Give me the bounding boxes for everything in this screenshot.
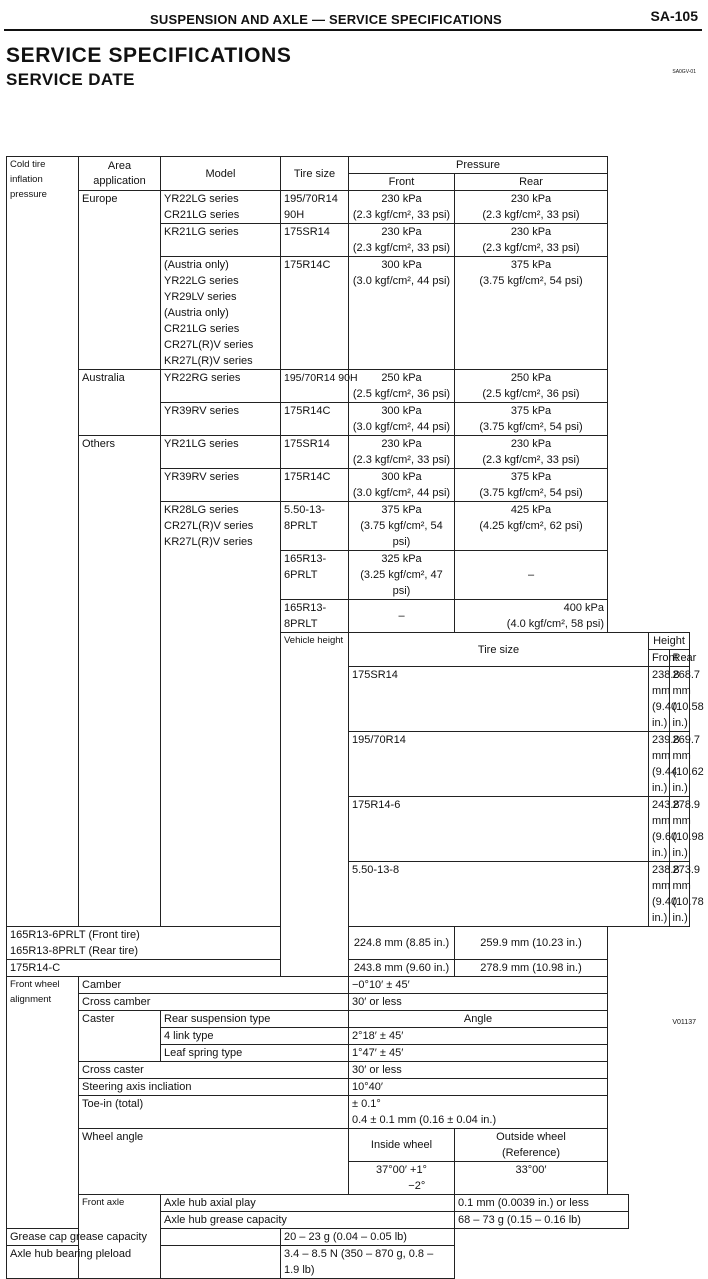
page-number: SA-105 xyxy=(650,8,698,24)
table-row: 273.9 mm (10.78 in.) xyxy=(669,862,690,927)
table-row: 375 kPa (3.75 kgf/cm², 54 psi) xyxy=(455,469,608,502)
cross-caster-label: Cross caster xyxy=(79,1062,349,1079)
table-row: 175R14C xyxy=(281,257,349,370)
tire-size-header: Tire size xyxy=(281,157,349,191)
table-row: 165R13-8PRLT xyxy=(281,600,349,633)
table-row: Axle hub axial play xyxy=(161,1195,455,1212)
table-row: 224.8 mm (8.85 in.) xyxy=(349,927,455,960)
cross-camber-value: 30′ or less xyxy=(349,994,608,1011)
table-row: 375 kPa (3.75 kgf/cm², 54 psi) xyxy=(349,502,455,551)
table-row: 300 kPa (3.0 kgf/cm², 44 psi) xyxy=(349,257,455,370)
spec-table xyxy=(6,156,704,1279)
area-others: Others xyxy=(79,436,161,927)
link4-label: 4 link type xyxy=(161,1028,349,1045)
table-row: Axle hub grease capacity xyxy=(161,1212,455,1229)
cross-caster-value: 30′ or less xyxy=(349,1062,608,1079)
alignment-label: Front wheel alignment xyxy=(7,977,79,1229)
outside-wheel-header: Outside wheel (Reference) xyxy=(455,1129,608,1162)
area-header: Area application xyxy=(79,157,161,191)
wheel-angle-label: Wheel angle xyxy=(79,1129,349,1195)
cross-camber-label: Cross camber xyxy=(79,994,349,1011)
area-australia: Australia xyxy=(79,370,161,436)
table-row: 400 kPa (4.0 kgf/cm², 58 psi) xyxy=(455,600,608,633)
leaf-label: Leaf spring type xyxy=(161,1045,349,1062)
front-header: Front xyxy=(349,174,455,191)
table-row: 175R14-6 xyxy=(349,797,649,862)
table-row: 250 kPa (2.5 kgf/cm², 36 psi) xyxy=(455,370,608,403)
table-row: YR22LG series CR21LG series xyxy=(161,191,281,224)
table-row: 300 kPa (3.0 kgf/cm², 44 psi) xyxy=(349,403,455,436)
header-title: SUSPENSION AND AXLE — SERVICE SPECIFICATIONS xyxy=(150,12,502,27)
inside-wheel-header: Inside wheel xyxy=(349,1129,455,1162)
leaf-value: 1°47′ ± 45′ xyxy=(349,1045,608,1062)
table-row: 230 kPa (2.3 kgf/cm², 33 psi) xyxy=(455,436,608,469)
height-front-header: Front xyxy=(649,650,670,667)
outside-wheel-value: 33°00′ xyxy=(455,1162,608,1195)
table-row: 175R14-C xyxy=(7,960,281,977)
table-row: Axle hub bearing pleload xyxy=(7,1246,281,1279)
page-header xyxy=(0,0,708,36)
steering-axis-value: 10°40′ xyxy=(349,1079,608,1096)
table-row: Grease cap grease capacity xyxy=(7,1229,281,1246)
height-header: Height xyxy=(649,633,690,650)
rear-header: Rear xyxy=(455,174,608,191)
inside-wheel-value: 37°00′ +1° −2° xyxy=(349,1162,455,1195)
table-row: – xyxy=(455,551,608,600)
table-row: 268.7 mm (10.58 in.) xyxy=(669,667,690,732)
link4-value: 2°18′ ± 45′ xyxy=(349,1028,608,1045)
tire-pressure-label: Cold tire inflation pressure xyxy=(7,157,79,927)
table-row: 175SR14 xyxy=(281,436,349,469)
table-row: 243.8 mm (9.60 in.) xyxy=(649,797,670,862)
table-row: 0.1 mm (0.0039 in.) or less xyxy=(455,1195,629,1212)
table-row: 175R14C xyxy=(281,469,349,502)
table-row: YR39RV series xyxy=(161,403,281,436)
steering-axis-label: Steering axis incliation xyxy=(79,1079,349,1096)
header-rule xyxy=(4,29,702,31)
camber-label: Camber xyxy=(79,977,349,994)
table-row: 3.4 – 8.5 N (350 – 870 g, 0.8 – 1.9 lb) xyxy=(281,1246,455,1279)
table-row: 195/70R14 90H xyxy=(281,370,349,403)
table-row: 195/70R14 90H xyxy=(281,191,349,224)
table-row: 195/70R14 xyxy=(349,732,649,797)
table-row: KR28LG series CR27L(R)V series KR27L(R)V series xyxy=(161,502,281,927)
area-europe: Europe xyxy=(79,191,161,370)
table-row: 278.9 mm (10.98 in.) xyxy=(669,797,690,862)
angle-header: Angle xyxy=(349,1011,608,1028)
table-row: 165R13-6PRLT (Front tire) 165R13-8PRLT (Rear tire) xyxy=(7,927,281,960)
table-row: YR21LG series xyxy=(161,436,281,469)
table-row: 175SR14 xyxy=(281,224,349,257)
table-row: 5.50-13-8PRLT xyxy=(281,502,349,551)
table-row: YR22RG series xyxy=(161,370,281,403)
table-row: (Austria only) YR22LG series YR29LV series (Austria only) CR21LG series CR27L(R)V series KR27L(R)V series xyxy=(161,257,281,370)
page-subtitle: SERVICE DATE xyxy=(6,70,135,89)
table-row: YR39RV series xyxy=(161,469,281,502)
table-row: 175SR14 xyxy=(349,667,649,732)
table-row: 230 kPa (2.3 kgf/cm², 33 psi) xyxy=(349,224,455,257)
table-row: 238.8 mm (9.40 in.) xyxy=(649,862,670,927)
table-row: – xyxy=(349,600,455,633)
table-row: 278.9 mm (10.98 in.) xyxy=(455,960,608,977)
table-row: 230 kPa (2.3 kgf/cm², 33 psi) xyxy=(349,191,455,224)
front-axle-label: Front axle xyxy=(79,1195,161,1279)
height-rear-header: Rear xyxy=(669,650,690,667)
table-row: 375 kPa (3.75 kgf/cm², 54 psi) xyxy=(455,403,608,436)
height-tire-size-header: Tire size xyxy=(349,633,649,667)
camber-value: −0°10′ ± 45′ xyxy=(349,977,608,994)
table-row: 68 – 73 g (0.15 – 0.16 lb) xyxy=(455,1212,629,1229)
table-row: 250 kPa (2.5 kgf/cm², 36 psi) xyxy=(349,370,455,403)
table-row: KR21LG series xyxy=(161,224,281,257)
table-row: 230 kPa (2.3 kgf/cm², 33 psi) xyxy=(455,191,608,224)
toe-in-value: ± 0.1° 0.4 ± 0.1 mm (0.16 ± 0.04 in.) xyxy=(349,1096,608,1129)
toe-in-label: Toe-in (total) xyxy=(79,1096,349,1129)
table-row: 238.8 mm (9.40 in.) xyxy=(649,667,670,732)
table-row: 175R14C xyxy=(281,403,349,436)
pressure-header: Pressure xyxy=(349,157,608,174)
table-row: 239.8 mm (9.44 in.) xyxy=(649,732,670,797)
page-title: SERVICE SPECIFICATIONS xyxy=(6,44,292,67)
table-row: 425 kPa (4.25 kgf/cm², 62 psi) xyxy=(455,502,608,551)
caster-label: Caster xyxy=(79,1011,161,1062)
table-row: 20 – 23 g (0.04 – 0.05 lb) xyxy=(281,1229,455,1246)
table-row: 325 kPa (3.25 kgf/cm², 47 psi) xyxy=(349,551,455,600)
section-code: SA0GV-01 xyxy=(672,69,696,75)
figure-code: V01137 xyxy=(672,1019,696,1026)
table-row: 269.7 mm (10.62 in.) xyxy=(669,732,690,797)
table-row: 165R13-6PRLT xyxy=(281,551,349,600)
table-row: 300 kPa (3.0 kgf/cm², 44 psi) xyxy=(349,469,455,502)
table-row: 230 kPa (2.3 kgf/cm², 33 psi) xyxy=(349,436,455,469)
vehicle-height-label: Vehicle height xyxy=(281,633,349,977)
table-row: 5.50-13-8 xyxy=(349,862,649,927)
table-row: 243.8 mm (9.60 in.) xyxy=(349,960,455,977)
table-row: 259.9 mm (10.23 in.) xyxy=(455,927,608,960)
model-header: Model xyxy=(161,157,281,191)
table-row: 230 kPa (2.3 kgf/cm², 33 psi) xyxy=(455,224,608,257)
rear-suspension-header: Rear suspension type xyxy=(161,1011,349,1028)
table-row: 375 kPa (3.75 kgf/cm², 54 psi) xyxy=(455,257,608,370)
